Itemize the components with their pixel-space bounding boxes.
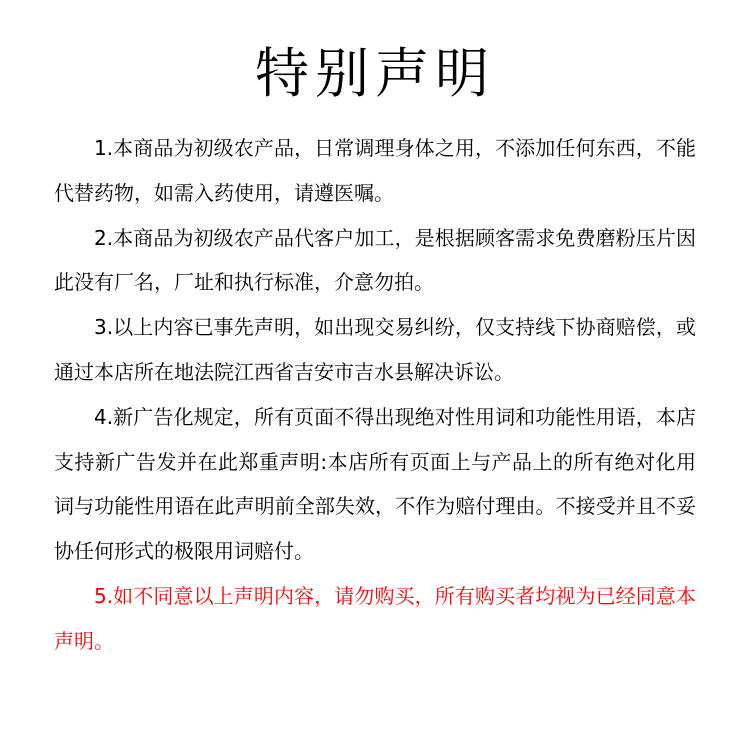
clause-3: 3.以上内容已事先声明，如出现交易纠纷，仅支持线下协商赔偿，或通过本店所在地法院江西省吉安市吉水县解决诉讼。	[54, 315, 696, 384]
notice-body	[54, 126, 696, 664]
clause-5-warning: 5.如不同意以上声明内容，请勿购买，所有购买者均视为已经同意本声明。	[54, 583, 696, 653]
clause-2: 2.本商品为初级农产品代客户加工，是根据顾客需求免费磨粉压片因此没有厂名，厂址和执行标准，介意勿拍。	[54, 225, 696, 295]
clause-1: 1.本商品为初级农产品，日常调理身体之用，不添加任何东西，不能代替药物，如需入药使用，请遵医嘱。	[54, 136, 696, 205]
page-title: 特别声明	[255, 42, 495, 105]
clause-4: 4.新广告化规定，所有页面不得出现绝对性用词和功能性用语，本店支持新广告发并在此郑重声明:本店所有页面上与产品上的所有绝对化用词与功能性用语在此声明前全部失效，不作为赔付理由。不接受并且不妥协任何形式的极限用词赔付。	[54, 404, 696, 564]
